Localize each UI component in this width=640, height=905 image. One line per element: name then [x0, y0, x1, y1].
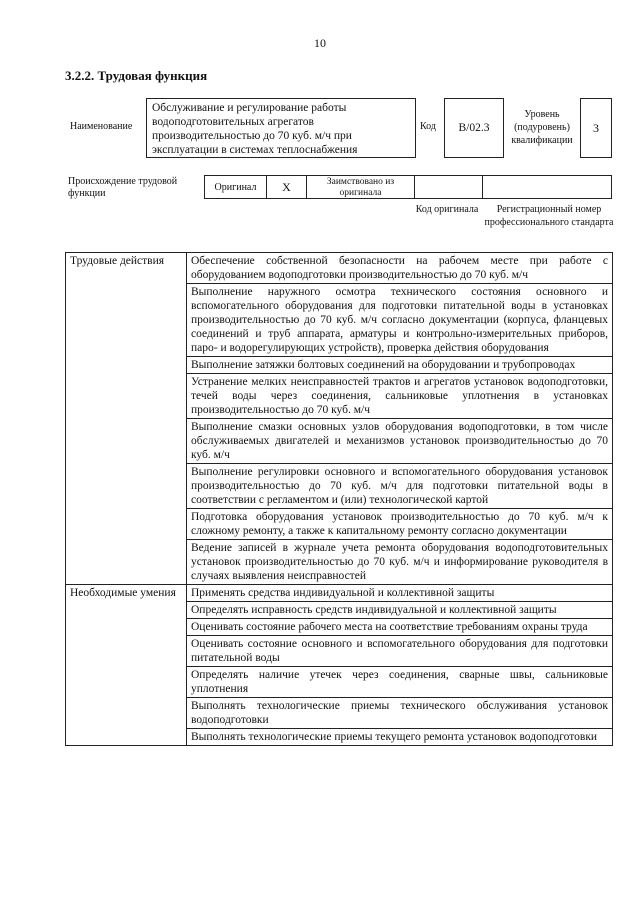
labor-action-item: Выполнение регулировки основного и вспомогательного оборудования установок производительностью до 70 куб. м/ч для подготовки питательной воды в соответствии с регламентом и (или) технологической картой — [187, 464, 613, 509]
reg-number-label: Регистрационный номер профессионального стандарта — [484, 204, 614, 228]
code-value: В/02.3 — [458, 122, 490, 134]
name-label: Наименование — [70, 121, 133, 132]
labor-action-item: Выполнение смазки основных узлов оборудования водоподготовки, в том числе обслуживаемых двигателей и механизмов установок производительностью до 70 куб. м/ч — [187, 419, 613, 464]
level-label: Уровень (подуровень) квалификации — [511, 109, 573, 146]
origin-label: Происхождение трудовой функции — [68, 176, 178, 199]
skill-item: Выполнять технологические приемы текущего ремонта установок водоподготовки — [187, 729, 613, 746]
original-code-label: Код оригинала — [415, 204, 479, 215]
original-mark: X — [282, 179, 291, 194]
skill-item: Применять средства индивидуальной и коллективной защиты — [187, 585, 613, 602]
original-label: Оригинал — [214, 181, 257, 193]
labor-action-item: Устранение мелких неисправностей трактов и агрегатов установок водоподготовки, течей воды через соединения, сальниковые уплотнения в установках производительностью до 70 куб. м/ч — [187, 374, 613, 419]
page-number: 10 — [314, 36, 326, 50]
required-skills-label: Необходимые умения — [66, 585, 187, 746]
skill-item: Оценивать состояние основного и вспомогательного оборудования для подготовки питательной воды — [187, 636, 613, 667]
labor-action-item: Выполнение затяжки болтовых соединений на оборудовании и трубопроводах — [187, 357, 613, 374]
function-name-box: Обслуживание и регулирование работы водоподготовительных агрегатов производительностью до 70 куб. м/ч при эксплуатации в системах теплоснабжения — [146, 98, 416, 158]
function-table — [65, 252, 613, 746]
skill-item: Оценивать состояние рабочего места на соответствие требованиям охраны труда — [187, 619, 613, 636]
labor-action-item: Подготовка оборудования установок производительностью до 70 куб. м/ч к сложному ремонту, а также к капитальному ремонту согласно документации — [187, 509, 613, 540]
original-cell — [204, 175, 266, 199]
section-title: 3.2.2. Трудовая функция — [65, 68, 208, 83]
borrowed-label: Заимствовано из оригинала — [326, 177, 395, 198]
level-box — [580, 98, 612, 158]
labor-action-item: Ведение записей в журнале учета ремонта оборудования водоподготовительных установок производительностью до 70 куб. м/ч и информирование руководителя в случаях выявления неисправностей — [187, 540, 613, 585]
table-row — [66, 585, 613, 602]
skill-item: Определять наличие утечек через соединения, сварные швы, сальниковые уплотнения — [187, 667, 613, 698]
level-value: 3 — [593, 120, 599, 135]
table-row — [66, 253, 613, 284]
origin-row — [204, 175, 612, 199]
labor-action-item: Обеспечение собственной безопасности на рабочем месте при работе с оборудованием водоподготовки производительностью до 70 куб. м/ч — [187, 253, 613, 284]
borrowed-cell — [306, 175, 414, 199]
reg-number-cell — [482, 175, 612, 199]
code-label: Код — [420, 121, 436, 132]
labor-action-item: Выполнение наружного осмотра технического состояния основного и вспомогательного оборудования для подготовки питательной воды в установках производительностью до 70 куб. м/ч согласно документации (корпуса, фланцевых соединений и труб аппарата, арматуры и контрольно-измерительных приборов, паро- и водорегулирующих устройств), проверка действия оборудования — [187, 284, 613, 357]
labor-actions-label: Трудовые действия — [66, 253, 187, 585]
skill-item: Выполнять технологические приемы технического обслуживания установок водоподготовки — [187, 698, 613, 729]
code-box — [444, 98, 504, 158]
original-mark-cell — [266, 175, 306, 199]
skill-item: Определять исправность средств индивидуальной и коллективной защиты — [187, 602, 613, 619]
original-code-cell — [414, 175, 482, 199]
